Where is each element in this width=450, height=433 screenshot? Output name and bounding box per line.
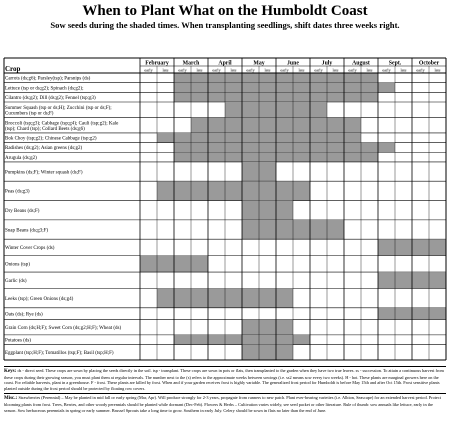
shaded-cell bbox=[225, 143, 242, 153]
shaded-cell bbox=[208, 117, 225, 132]
half-month-label: late bbox=[298, 67, 305, 73]
shaded-cell bbox=[174, 143, 191, 153]
crop-label: Summer Squash (tsp or ds;H); Zucchini (tsp or ds;F); bbox=[5, 106, 112, 112]
shaded-cell bbox=[429, 272, 446, 288]
shaded-cell bbox=[208, 335, 225, 345]
keys-label: Keys: bbox=[4, 369, 18, 374]
shaded-cell bbox=[259, 288, 276, 307]
shaded-cell bbox=[361, 152, 378, 162]
shaded-cell bbox=[208, 73, 225, 83]
crop-label: Bok Choy (tsp;g2); Chinese Cabbage (tsp;g2) bbox=[5, 136, 97, 142]
shaded-cell bbox=[191, 133, 208, 143]
shaded-cell bbox=[157, 181, 174, 200]
shaded-cell bbox=[174, 181, 191, 200]
shaded-cell bbox=[293, 83, 310, 93]
shaded-cell bbox=[276, 92, 293, 102]
shaded-cell bbox=[140, 256, 157, 272]
shaded-cell bbox=[242, 102, 259, 117]
keys-row bbox=[4, 366, 446, 391]
shaded-cell bbox=[174, 256, 191, 272]
shaded-cell bbox=[242, 162, 259, 181]
month-label: July bbox=[321, 60, 333, 67]
shaded-cell bbox=[276, 117, 293, 132]
shaded-cell bbox=[378, 272, 395, 288]
shaded-cell bbox=[276, 143, 293, 153]
shaded-cell bbox=[344, 83, 361, 93]
shaded-cell bbox=[429, 308, 446, 320]
half-month-label: late bbox=[434, 67, 441, 73]
shaded-cell bbox=[293, 73, 310, 83]
keys-text: ds - direct seed. These crops are sown by placing the seeds directly in the soil. tsp - transplant. These crops are sown in pots or flats, then transplanted to the garden when they have two true leaves. ss - succession. To attain a continuous harvest from these crops during their growing season, you must plant them at regular intervals. The number next to the (s) refers to the approximate weeks between sowings (i.e. ss2 means sow every two weeks). H - hot. These plants are marginal growers here on the coast. For reliable harvests, plant in a greenhouse. F - frost. These plants are killed by frost. When and if your garden receives frost is highly variable. The generalized frost period for Humboldt is before May 15th and after Oct 15th. Frost sensitive plants planted outside during the frost period should be protected by floating row covers. bbox=[4, 368, 444, 391]
shaded-cell bbox=[174, 152, 191, 162]
shaded-cell bbox=[344, 152, 361, 162]
shaded-cell bbox=[412, 272, 429, 288]
shaded-cell bbox=[276, 73, 293, 83]
shaded-cell bbox=[208, 143, 225, 153]
shaded-cell bbox=[259, 319, 276, 334]
page-subtitle: Sow seeds during the shaded times. When transplanting seedlings, shift dates three weeks right. bbox=[50, 20, 400, 30]
shaded-cell bbox=[191, 256, 208, 272]
shaded-cell bbox=[429, 239, 446, 255]
shaded-cell bbox=[293, 335, 310, 345]
month-label: August bbox=[352, 60, 370, 67]
shaded-cell bbox=[259, 345, 276, 360]
shaded-cell bbox=[157, 133, 174, 143]
half-month-label: early bbox=[178, 67, 187, 73]
shaded-cell bbox=[225, 73, 242, 83]
month-label: June bbox=[287, 60, 299, 67]
shaded-cell bbox=[174, 83, 191, 93]
shaded-cell bbox=[174, 288, 191, 307]
shaded-cell bbox=[259, 133, 276, 143]
shaded-cell bbox=[242, 143, 259, 153]
shaded-cell bbox=[225, 92, 242, 102]
shaded-cell bbox=[242, 133, 259, 143]
shaded-cell bbox=[276, 133, 293, 143]
shaded-cell bbox=[242, 73, 259, 83]
misc-text: Strawberries (Perennial) – May be planted in mid fall or early spring (Mar, Apr). Will produce strongly for 2-3 years, propagate from runners to new patch. Plant ever-bearing varieties (i.e. Albion, Seascape) for an extended harvest period. Protect blooming plants from frost. Trees, Berries, and other woody perennials should be planted while dormant (Dec-Feb). Flowers & Herbs – Cultivation varies widely, see seed packet or other literature. Rule of thumb: sow annuals like lettuce, early in the season. Sow herbaceous perennials in spring or early summer. Brussel Sprouts take a long time to grow. Southern in early July. Celery should be sown in flats no later than the end of June. bbox=[4, 395, 441, 413]
page-title: When to Plant What on the Humboldt Coast bbox=[82, 3, 368, 19]
crop-label: Radishes (ds;g2); Asian greens (ds;g2) bbox=[5, 146, 83, 152]
shaded-cell bbox=[259, 201, 276, 220]
shaded-cell bbox=[242, 117, 259, 132]
shaded-cell bbox=[293, 133, 310, 143]
shaded-cell bbox=[361, 92, 378, 102]
shaded-cell bbox=[225, 335, 242, 345]
half-month-label: late bbox=[332, 67, 339, 73]
half-month-label: late bbox=[400, 67, 407, 73]
shaded-cell bbox=[327, 92, 344, 102]
shaded-cell bbox=[259, 102, 276, 117]
shaded-cell bbox=[293, 92, 310, 102]
crop-label: Cilantro (ds;g2); Dill (ds;g2); Fennel (tsp;g3) bbox=[5, 95, 96, 101]
crop-label: Eggplant (tsp;H;F); Tomatillos (tsp;F); Basil (tsp;H;F) bbox=[5, 351, 114, 357]
shaded-cell bbox=[225, 181, 242, 200]
month-label: March bbox=[182, 60, 200, 67]
shaded-cell bbox=[208, 83, 225, 93]
half-month-label: early bbox=[246, 67, 255, 73]
shaded-cell bbox=[378, 239, 395, 255]
shaded-cell bbox=[327, 152, 344, 162]
shaded-cell bbox=[310, 220, 327, 239]
misc-row bbox=[4, 393, 446, 413]
shaded-cell bbox=[310, 73, 327, 83]
shaded-cell bbox=[191, 152, 208, 162]
shaded-cell bbox=[242, 201, 259, 220]
shaded-cell bbox=[276, 319, 293, 334]
shaded-cell bbox=[174, 335, 191, 345]
crop-label: Winter Cover Crops (ds) bbox=[5, 246, 55, 252]
half-month-label: early bbox=[212, 67, 221, 73]
shaded-cell bbox=[191, 117, 208, 132]
month-label: October bbox=[418, 60, 440, 67]
half-month-label: late bbox=[366, 67, 373, 73]
keys-section bbox=[4, 366, 446, 413]
crop-label: Carrots (ds;g6); Parsley(tsp); Parsnips (ds) bbox=[5, 76, 91, 82]
crop-label: Onions (tsp) bbox=[5, 262, 30, 268]
shaded-cell bbox=[327, 73, 344, 83]
crop-label: Leeks (tsp); Green Onions (ds;g4) bbox=[5, 296, 74, 302]
shaded-cell bbox=[293, 220, 310, 239]
shaded-cell bbox=[174, 133, 191, 143]
shaded-cell bbox=[361, 143, 378, 153]
shaded-cell bbox=[310, 117, 327, 132]
crop-label: Pumpkins (ds;F); Winter squash (ds;F) bbox=[5, 170, 83, 176]
half-month-label: early bbox=[348, 67, 357, 73]
shaded-cell bbox=[242, 181, 259, 200]
shaded-cell bbox=[293, 117, 310, 132]
shaded-cell bbox=[242, 345, 259, 360]
shaded-cell bbox=[378, 308, 395, 320]
crop-label-cont: Cucumbers (tsp or ds;F) bbox=[5, 111, 54, 117]
crop-label: Oats (ds); Rye (ds) bbox=[5, 312, 43, 318]
crop-label: Grain Corn (ds;H;F); Sweet Corn (ds;g2;H;F); Wheat (ds) bbox=[5, 325, 122, 331]
shaded-cell bbox=[310, 152, 327, 162]
half-month-label: early bbox=[314, 67, 323, 73]
half-month-label: early bbox=[280, 67, 289, 73]
shaded-cell bbox=[242, 220, 259, 239]
half-month-label: early bbox=[382, 67, 391, 73]
shaded-cell bbox=[327, 220, 344, 239]
shaded-cell bbox=[327, 143, 344, 153]
shaded-cell bbox=[276, 181, 293, 200]
shaded-cell bbox=[191, 143, 208, 153]
half-month-label: late bbox=[196, 67, 203, 73]
shaded-cell bbox=[208, 288, 225, 307]
shaded-cell bbox=[276, 102, 293, 117]
shaded-cell bbox=[276, 83, 293, 93]
shaded-cell bbox=[378, 83, 395, 93]
half-month-label: early bbox=[144, 67, 153, 73]
crop-label: Lettuce (tsp or ds;g2); Spinach (ds;g2); bbox=[5, 86, 84, 92]
shaded-cell bbox=[242, 335, 259, 345]
shaded-cell bbox=[259, 92, 276, 102]
shaded-cell bbox=[310, 143, 327, 153]
shaded-cell bbox=[191, 92, 208, 102]
shaded-cell bbox=[259, 73, 276, 83]
shaded-cell bbox=[293, 152, 310, 162]
shaded-cell bbox=[225, 117, 242, 132]
shaded-cell bbox=[344, 133, 361, 143]
shaded-cell bbox=[327, 117, 344, 132]
shaded-cell bbox=[276, 201, 293, 220]
half-month-label: late bbox=[264, 67, 271, 73]
crop-label: Arugula (ds;g2) bbox=[5, 155, 37, 161]
shaded-cell bbox=[259, 220, 276, 239]
shaded-cell bbox=[225, 288, 242, 307]
shaded-cell bbox=[259, 83, 276, 93]
misc-label: Misc.: bbox=[4, 396, 19, 402]
shaded-cell bbox=[225, 83, 242, 93]
month-label: April bbox=[218, 60, 232, 67]
shaded-cell bbox=[310, 92, 327, 102]
shaded-cell bbox=[259, 162, 276, 181]
shaded-cell bbox=[276, 288, 293, 307]
half-month-label: late bbox=[162, 67, 169, 73]
shaded-cell bbox=[191, 335, 208, 345]
shaded-cell bbox=[259, 152, 276, 162]
shaded-cell bbox=[327, 83, 344, 93]
shaded-cell bbox=[395, 272, 412, 288]
shaded-cell bbox=[310, 133, 327, 143]
shaded-cell bbox=[225, 133, 242, 143]
shaded-cell bbox=[191, 181, 208, 200]
shaded-cell bbox=[191, 73, 208, 83]
shaded-cell bbox=[293, 181, 310, 200]
crop-label: Dry Beans (ds;F) bbox=[5, 209, 40, 215]
crop-column-header: Crop bbox=[5, 65, 21, 73]
shaded-cell bbox=[259, 143, 276, 153]
month-label: Sept. bbox=[388, 60, 402, 67]
shaded-cell bbox=[361, 83, 378, 93]
shaded-cell bbox=[344, 143, 361, 153]
shaded-cell bbox=[276, 335, 293, 345]
shaded-cell bbox=[344, 117, 361, 132]
month-label: February bbox=[145, 60, 169, 67]
shaded-cell bbox=[276, 152, 293, 162]
shaded-cell bbox=[310, 102, 327, 117]
shaded-cell bbox=[293, 143, 310, 153]
shaded-cell bbox=[242, 83, 259, 93]
shaded-cell bbox=[157, 288, 174, 307]
shaded-cell bbox=[242, 92, 259, 102]
shaded-cell bbox=[259, 117, 276, 132]
shaded-cell bbox=[276, 220, 293, 239]
crop-label: Peas (ds;g3) bbox=[5, 189, 30, 195]
crop-label: Garlic (ds) bbox=[5, 279, 27, 285]
shaded-cell bbox=[242, 152, 259, 162]
half-month-label: late bbox=[230, 67, 237, 73]
shaded-cell bbox=[208, 181, 225, 200]
shaded-cell bbox=[361, 73, 378, 83]
shaded-cell bbox=[344, 73, 361, 83]
shaded-cell bbox=[395, 308, 412, 320]
shaded-cell bbox=[259, 335, 276, 345]
shaded-cell bbox=[242, 319, 259, 334]
month-label: May bbox=[253, 60, 265, 67]
shaded-cell bbox=[174, 73, 191, 83]
shaded-cell bbox=[208, 92, 225, 102]
shaded-cell bbox=[412, 308, 429, 320]
shaded-cell bbox=[191, 288, 208, 307]
shaded-cell bbox=[242, 288, 259, 307]
shaded-cell bbox=[310, 83, 327, 93]
shaded-cell bbox=[412, 239, 429, 255]
shaded-cell bbox=[378, 143, 395, 153]
shaded-cell bbox=[157, 256, 174, 272]
shaded-cell bbox=[327, 133, 344, 143]
crop-label-cont: (tsp); Chard (tsp); Collard Beets (ds;g6) bbox=[5, 127, 85, 133]
shaded-cell bbox=[191, 83, 208, 93]
shaded-cell bbox=[174, 92, 191, 102]
shaded-cell bbox=[293, 102, 310, 117]
crop-label: Snap Beans (ds;g3;F) bbox=[5, 228, 49, 234]
shaded-cell bbox=[225, 102, 242, 117]
shaded-cell bbox=[276, 345, 293, 360]
shaded-cell bbox=[259, 181, 276, 200]
crop-label: Potatoes (ds) bbox=[5, 338, 31, 344]
half-month-label: early bbox=[416, 67, 425, 73]
shaded-cell bbox=[344, 92, 361, 102]
shaded-cell bbox=[225, 152, 242, 162]
crop-label: Broccoli (tsp;g3); Cabbage (tsp;g4); Cauli (tsp;g2); Kale bbox=[5, 121, 119, 127]
shaded-cell bbox=[208, 133, 225, 143]
shaded-cell bbox=[208, 152, 225, 162]
shaded-cell bbox=[395, 239, 412, 255]
